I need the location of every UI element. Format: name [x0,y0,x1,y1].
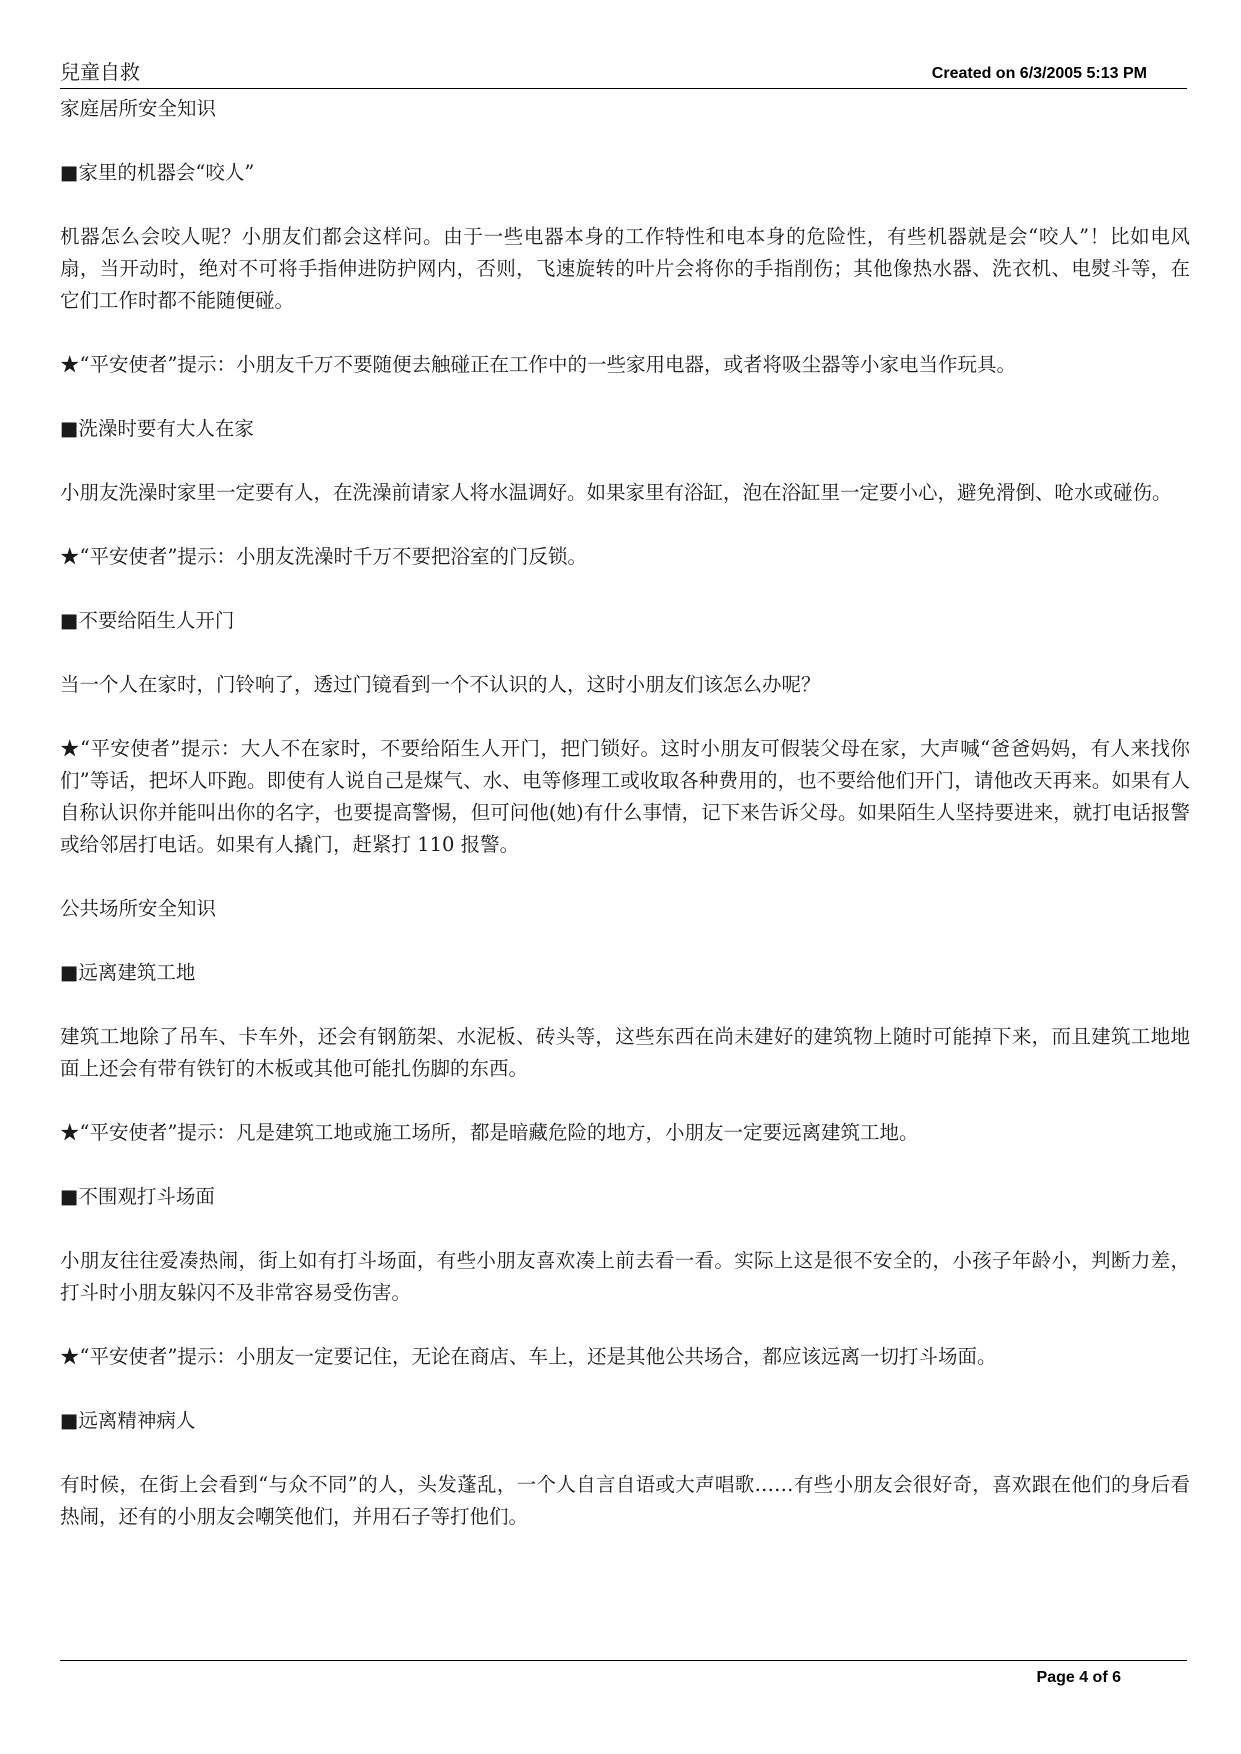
document-body [60,93,1190,1565]
footer-rule [60,1660,1187,1661]
header-created-date: Created on 6/3/2005 5:13 PM [931,65,1147,82]
header-rule [60,88,1187,89]
tip-paragraph: ★“平安使者”提示：小朋友洗澡时千万不要把浴室的门反锁。 [60,545,587,568]
topic-heading: ■远离建筑工地 [60,961,196,984]
topic-heading: ■洗澡时要有大人在家 [60,417,254,440]
body-paragraph: 有时候，在街上会看到“与众不同”的人，头发蓬乱，一个人自言自语或大声唱歌……有些小朋友会很好奇，喜欢跟在他们的身后看热闹，还有的小朋友会嘲笑他们，并用石子等打他们。 [60,1473,1190,1528]
body-paragraph: 机器怎么会咬人呢？小朋友们都会这样问。由于一些电器本身的工作特性和电本身的危险性，有些机器就是会“咬人”！比如电风扇，当开动时，绝对不可将手指伸进防护网内，否则，飞速旋转的叶片会将你的手指削伤；其他像热水器、洗衣机、电熨斗等，在它们工作时都不能随便碰。 [60,225,1190,312]
topic-heading: ■不围观打斗场面 [60,1185,215,1208]
section-heading-home-safety: 家庭居所安全知识 [60,97,217,120]
tip-paragraph: ★“平安使者”提示：大人不在家时，不要给陌生人开门，把门锁好。这时小朋友可假装父母在家，大声喊“爸爸妈妈，有人来找你们”等话，把坏人吓跑。即使有人说自己是煤气、水、电等修理工或收取各种费用的，也不要给他们开门，请他改天再来。如果有人自称认识你并能叫出你的名字，也要提高警惕，但可问他(她)有什么事情，记下来告诉父母。如果陌生人坚持要进来，就打电话报警或给邻居打电话。如果有人撬门，赶紧打 110 报警。 [60,737,1190,856]
section-heading-public-safety: 公共场所安全知识 [60,897,217,920]
topic-heading: ■家里的机器会“咬人” [60,161,255,184]
body-paragraph: 当一个人在家时，门铃响了，透过门镜看到一个不认识的人，这时小朋友们该怎么办呢？ [60,673,821,696]
body-paragraph: 小朋友洗澡时家里一定要有人，在洗澡前请家人将水温调好。如果家里有浴缸，泡在浴缸里一定要小心，避免滑倒、呛水或碰伤。 [60,481,1172,504]
topic-heading: ■远离精神病人 [60,1409,196,1432]
tip-paragraph: ★“平安使者”提示：小朋友千万不要随便去触碰正在工作中的一些家用电器，或者将吸尘器等小家电当作玩具。 [60,353,1016,376]
header-title: 兒童自救 [60,60,140,84]
body-paragraph: 建筑工地除了吊车、卡车外，还会有钢筋架、水泥板、砖头等，这些东西在尚未建好的建筑物上随时可能掉下来，而且建筑工地地面上还会有带有铁钉的木板或其他可能扎伤脚的东西。 [60,1025,1190,1080]
body-paragraph: 小朋友往往爱凑热闹，街上如有打斗场面，有些小朋友喜欢凑上前去看一看。实际上这是很不安全的，小孩子年龄小，判断力差，打斗时小朋友躲闪不及非常容易受伤害。 [60,1249,1190,1304]
topic-heading: ■不要给陌生人开门 [60,609,235,632]
tip-paragraph: ★“平安使者”提示：小朋友一定要记住，无论在商店、车上，还是其他公共场合，都应该远离一切打斗场面。 [60,1345,997,1368]
page-number: Page 4 of 6 [1036,1669,1121,1686]
tip-paragraph: ★“平安使者”提示：凡是建筑工地或施工场所，都是暗藏危险的地方，小朋友一定要远离建筑工地。 [60,1121,919,1144]
